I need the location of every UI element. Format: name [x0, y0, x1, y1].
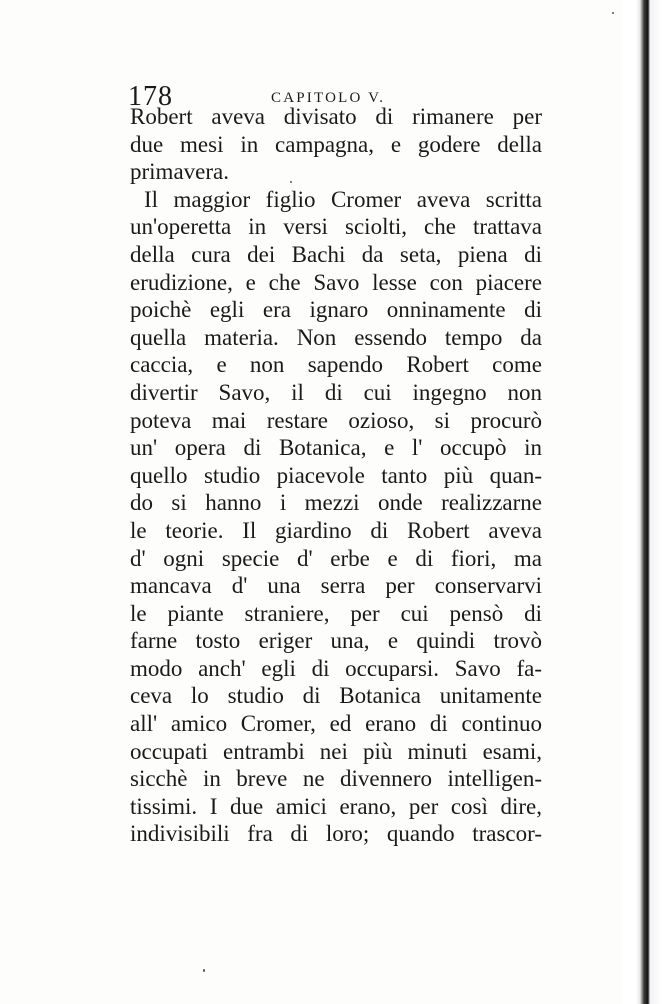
text-line: poteva mai restare ozioso, si procurò: [130, 407, 542, 433]
text-line: un' opera di Botanica, e l' occupò in: [130, 435, 542, 461]
text-line: primavera.: [130, 159, 229, 185]
text-line: poichè egli era ignaro onninamente di: [130, 297, 542, 323]
running-head: CAPITOLO V.: [271, 90, 386, 106]
text-line: mancava d' una serra per conservarvi: [130, 573, 542, 599]
text-line: erudizione, e che Savo lesse con piacere: [130, 269, 542, 295]
book-binding-edge: [622, 0, 662, 1004]
text-line: tissimi. I due amici erano, per così dire,: [130, 793, 542, 819]
paper-speck: [612, 12, 614, 14]
text-line: le piante straniere, per cui pensò di: [130, 600, 542, 626]
text-line: divertir Savo, il di cui ingegno non: [130, 379, 542, 405]
paper-speck: [290, 181, 292, 183]
body-text: [130, 103, 542, 848]
text-line: sicchè in breve ne divennero intelligen-: [130, 766, 542, 792]
text-line: d' ogni specie d' erbe e di fiori, ma: [130, 545, 542, 571]
paper-speck: [203, 969, 205, 972]
text-line: le teorie. Il giardino di Robert aveva: [130, 517, 542, 543]
text-line: quella materia. Non essendo tempo da: [130, 324, 542, 350]
text-line: quello studio piacevole tanto più quan-: [130, 462, 542, 488]
page-number: 178: [128, 81, 173, 112]
text-line: modo anch' egli di occuparsi. Savo fa-: [130, 655, 542, 681]
text-line: occupati entrambi nei più minuti esami,: [130, 738, 542, 764]
text-line: Il maggior figlio Cromer aveva scritta: [144, 186, 542, 212]
text-line: ceva lo studio di Botanica unitamente: [130, 683, 542, 709]
text-line: caccia, e non sapendo Robert come: [130, 352, 542, 378]
text-line: due mesi in campagna, e godere della: [130, 131, 542, 157]
text-line: un'operetta in versi sciolti, che trattava: [130, 214, 542, 240]
text-line: indivisibili fra di loro; quando trascor-: [130, 821, 542, 847]
text-line: della cura dei Bachi da seta, piena di: [130, 241, 542, 267]
text-line: all' amico Cromer, ed erano di continuo: [130, 711, 542, 737]
text-line: Robert aveva divisato di rimanere per: [130, 104, 542, 129]
text-line: do si hanno i mezzi onde realizzarne: [130, 490, 542, 516]
text-line: farne tosto eriger una, e quindi trovò: [130, 628, 542, 654]
